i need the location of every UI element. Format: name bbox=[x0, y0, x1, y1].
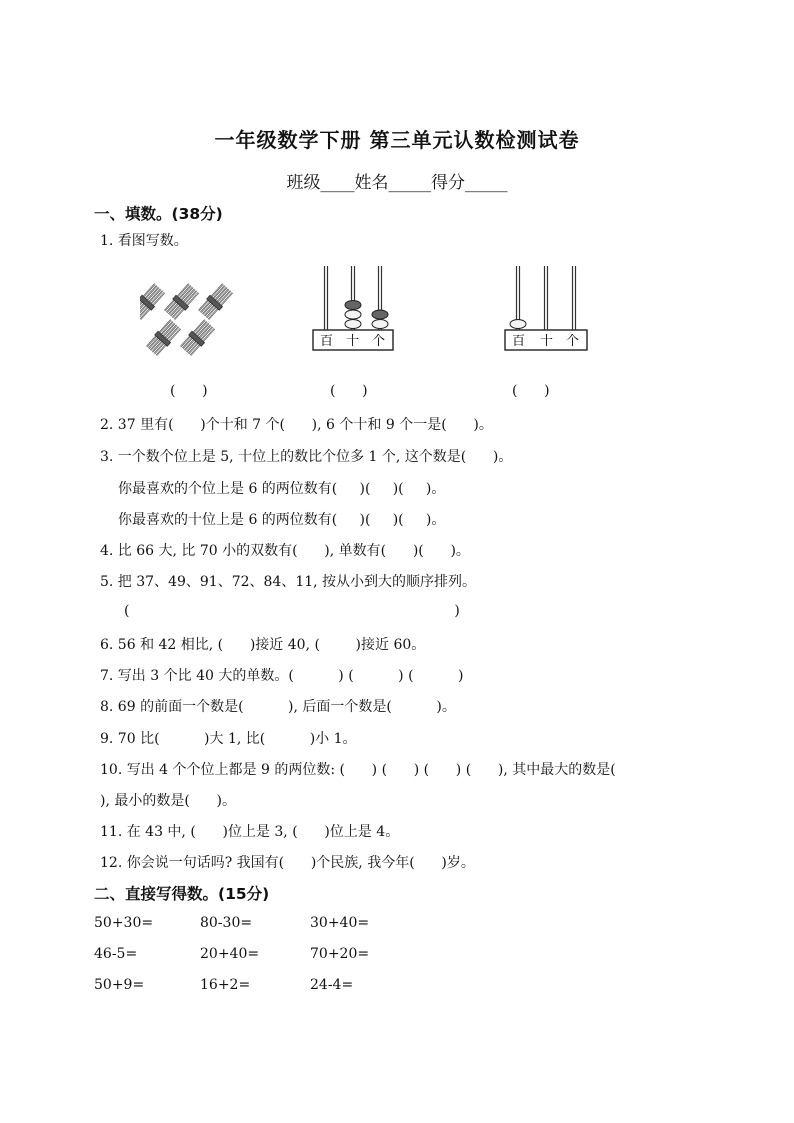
q9-text: 9. 70 比( )大 1, 比( )小 1。 bbox=[100, 731, 357, 747]
abacus-bead bbox=[345, 320, 361, 329]
q11-text: 11. 在 43 中, ( )位上是 3, ( )位上是 4。 bbox=[100, 824, 400, 840]
q4-text: 4. 比 66 大, 比 70 小的双数有( ), 单数有( )( )。 bbox=[100, 543, 470, 559]
calc-item: 50+30= bbox=[94, 915, 154, 931]
calc-item: 20+40= bbox=[200, 946, 260, 962]
abacus-1-label-hundreds: 百 bbox=[320, 334, 334, 349]
abacus-2-label-tens: 十 bbox=[540, 334, 554, 349]
abacus-1-label-ones: 个 bbox=[372, 334, 386, 349]
student-info-line: 班级____姓名_____得分_____ bbox=[286, 173, 508, 193]
abacus-bead bbox=[345, 310, 361, 319]
q1-blank-2[interactable]: ( ) bbox=[330, 383, 368, 399]
stick-bundle bbox=[163, 283, 200, 321]
calc-item: 50+9= bbox=[94, 977, 145, 993]
section1-heading: 一、填数。(38分) bbox=[94, 205, 223, 223]
q5-text: 5. 把 37、49、91、72、84、11, 按从小到大的顺序排列。 bbox=[100, 574, 477, 590]
q1-text: 1. 看图写数。 bbox=[100, 233, 188, 249]
calc-item: 16+2= bbox=[200, 977, 251, 993]
q10-text-continued: ), 最小的数是( )。 bbox=[100, 793, 236, 809]
q7-text: 7. 写出 3 个比 40 大的单数。( ) ( ) ( ) bbox=[100, 668, 464, 684]
abacus-bead bbox=[345, 301, 361, 310]
calc-item: 46-5= bbox=[94, 946, 138, 962]
calc-item: 80-30= bbox=[200, 915, 253, 931]
calc-item: 24-4= bbox=[310, 977, 354, 993]
abacus-2 bbox=[500, 262, 592, 354]
section2-heading: 二、直接写得数。(15分) bbox=[94, 885, 270, 903]
abacus-bead bbox=[372, 310, 388, 319]
calc-item: 30+40= bbox=[310, 915, 370, 931]
abacus-2-label-ones: 个 bbox=[566, 334, 580, 349]
q10-text: 10. 写出 4 个个位上都是 9 的两位数: ( ) ( ) ( ) ( ), 其中最大的数是( bbox=[100, 762, 616, 778]
abacus-bead bbox=[372, 320, 388, 329]
stick-bundle bbox=[140, 283, 166, 321]
abacus-bead bbox=[510, 320, 526, 329]
abacus-1 bbox=[308, 262, 398, 354]
q3-text: 3. 一个数个位上是 5, 十位上的数比个位多 1 个, 这个数是( )。 bbox=[100, 449, 513, 465]
q2-text: 2. 37 里有( )个十和 7 个( ), 6 个十和 9 个一是( )。 bbox=[100, 417, 493, 433]
stick-bundle bbox=[145, 319, 182, 357]
page-title: 一年级数学下册 第三单元认数检测试卷 bbox=[214, 128, 580, 152]
q12-text: 12. 你会说一句话吗? 我国有( )个民族, 我今年( )岁。 bbox=[100, 855, 475, 871]
stick-bundle bbox=[197, 283, 234, 321]
abacus-2-label-hundreds: 百 bbox=[512, 334, 526, 349]
q5-answer-blank[interactable]: ( ) bbox=[124, 603, 460, 619]
abacus-1-label-tens: 十 bbox=[346, 334, 360, 349]
stick-bundles-picture bbox=[140, 280, 260, 370]
q1-blank-3[interactable]: ( ) bbox=[512, 383, 550, 399]
q1-blank-1[interactable]: ( ) bbox=[170, 383, 208, 399]
calc-item: 70+20= bbox=[310, 946, 370, 962]
q3-sub2-text: 你最喜欢的十位上是 6 的两位数有( )( )( )。 bbox=[118, 512, 446, 528]
stick-bundle bbox=[179, 319, 216, 357]
q8-text: 8. 69 的前面一个数是( ), 后面一个数是( )。 bbox=[100, 699, 456, 715]
q6-text: 6. 56 和 42 相比, ( )接近 40, ( )接近 60。 bbox=[100, 637, 426, 653]
q3-sub1-text: 你最喜欢的个位上是 6 的两位数有( )( )( )。 bbox=[118, 481, 446, 497]
